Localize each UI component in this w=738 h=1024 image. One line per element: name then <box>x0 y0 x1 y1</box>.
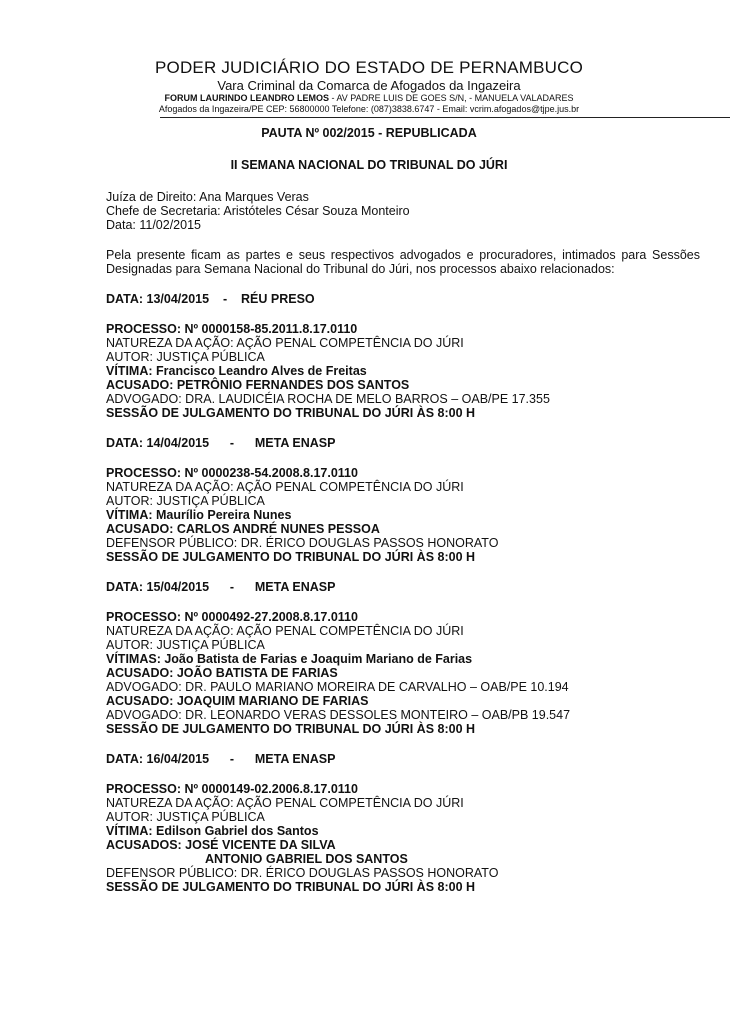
pauta-title: PAUTA Nº 002/2015 - REPUBLICADA <box>261 126 477 140</box>
natureza: NATUREZA DA AÇÃO: AÇÃO PENAL COMPETÊNCIA DO JÚRI <box>106 336 464 350</box>
defesa: ADVOGADO: DRA. LAUDICÉIA ROCHA DE MELO BARROS – OAB/PE 17.355 <box>106 392 550 406</box>
acusado-extra: ANTONIO GABRIEL DOS SANTOS <box>205 852 408 866</box>
intro-paragraph: Pela presente ficam as partes e seus respectivos advogados e procuradores, intimados para Sessões Designadas para Semana Nacional do Tribunal do Júri, nos processos abaixo relacionados: <box>106 248 700 276</box>
court-subtitle: Vara Criminal da Comarca de Afogados da Ingazeira <box>217 78 521 93</box>
vitima: VÍTIMA: Maurílio Pereira Nunes <box>106 508 292 522</box>
letterhead <box>0 58 738 115</box>
vitima: VÍTIMA: Francisco Leandro Alves de Freitas <box>106 364 367 378</box>
header-rule <box>160 117 730 118</box>
forum-name: FORUM LAURINDO LEANDRO LEMOS <box>164 93 329 103</box>
acusado: ACUSADO: PETRÔNIO FERNANDES DOS SANTOS <box>106 378 410 392</box>
sessao: SESSÃO DE JULGAMENTO DO TRIBUNAL DO JÚRI ÀS 8:00 H <box>106 406 476 420</box>
forum-street: - AV PADRE LUIS DE GOES S/N, - MANUELA VALADARES <box>328 93 574 103</box>
session-date: DATA: 14/04/2015 - META ENASP <box>106 436 336 450</box>
defesa: DEFENSOR PÚBLICO: DR. ÉRICO DOUGLAS PASSOS HONORATO <box>106 536 499 550</box>
sessao: SESSÃO DE JULGAMENTO DO TRIBUNAL DO JÚRI ÀS 8:00 H <box>106 722 476 736</box>
judge-line: Juíza de Direito: Ana Marques Veras <box>106 190 309 204</box>
autor: AUTOR: JUSTIÇA PÚBLICA <box>106 350 265 364</box>
processo-number: PROCESSO: Nº 0000149-02.2006.8.17.0110 <box>106 782 358 796</box>
acusado-second: ACUSADO: JOAQUIM MARIANO DE FARIAS <box>106 694 369 708</box>
natureza: NATUREZA DA AÇÃO: AÇÃO PENAL COMPETÊNCIA DO JÚRI <box>106 624 464 638</box>
semana-title: II SEMANA NACIONAL DO TRIBUNAL DO JÚRI <box>230 158 508 172</box>
session-date: DATA: 16/04/2015 - META ENASP <box>106 752 336 766</box>
sessao: SESSÃO DE JULGAMENTO DO TRIBUNAL DO JÚRI ÀS 8:00 H <box>106 880 476 894</box>
defesa: ADVOGADO: DR. PAULO MARIANO MOREIRA DE CARVALHO – OAB/PE 10.194 <box>106 680 569 694</box>
autor: AUTOR: JUSTIÇA PÚBLICA <box>106 494 265 508</box>
defesa-second: ADVOGADO: DR. LEONARDO VERAS DESSOLES MONTEIRO – OAB/PB 19.547 <box>106 708 571 722</box>
acusado: ACUSADO: JOÃO BATISTA DE FARIAS <box>106 666 338 680</box>
sessao: SESSÃO DE JULGAMENTO DO TRIBUNAL DO JÚRI ÀS 8:00 H <box>106 550 476 564</box>
session-date: DATA: 15/04/2015 - META ENASP <box>106 580 336 594</box>
secretary-line: Chefe de Secretaria: Aristóteles César Souza Monteiro <box>106 204 410 218</box>
acusados: ACUSADOS: JOSÉ VICENTE DA SILVA <box>106 838 336 852</box>
document-body <box>106 190 706 894</box>
processo-number: PROCESSO: Nº 0000158-85.2011.8.17.0110 <box>106 322 358 336</box>
acusado: ACUSADO: CARLOS ANDRÉ NUNES PESSOA <box>106 522 380 536</box>
forum-contact: Afogados da Ingazeira/PE CEP: 56800000 Telefone: (087)3838.6747 - Email: vcrim.afogados@tjpe.jus.br <box>158 104 580 114</box>
processo-number: PROCESSO: Nº 0000238-54.2008.8.17.0110 <box>106 466 358 480</box>
date-line: Data: 11/02/2015 <box>106 218 201 232</box>
vitima: VÍTIMA: Edilson Gabriel dos Santos <box>106 824 319 838</box>
natureza: NATUREZA DA AÇÃO: AÇÃO PENAL COMPETÊNCIA DO JÚRI <box>106 796 464 810</box>
vitima: VÍTIMAS: João Batista de Farias e Joaquim Mariano de Farias <box>106 652 473 666</box>
processo-number: PROCESSO: Nº 0000492-27.2008.8.17.0110 <box>106 610 358 624</box>
forum-address <box>0 93 738 104</box>
court-title: PODER JUDICIÁRIO DO ESTADO DE PERNAMBUCO <box>154 58 583 77</box>
natureza: NATUREZA DA AÇÃO: AÇÃO PENAL COMPETÊNCIA DO JÚRI <box>106 480 464 494</box>
autor: AUTOR: JUSTIÇA PÚBLICA <box>106 810 265 824</box>
defesa: DEFENSOR PÚBLICO: DR. ÉRICO DOUGLAS PASSOS HONORATO <box>106 866 499 880</box>
autor: AUTOR: JUSTIÇA PÚBLICA <box>106 638 265 652</box>
session-date: DATA: 13/04/2015 - RÉU PRESO <box>106 292 315 306</box>
